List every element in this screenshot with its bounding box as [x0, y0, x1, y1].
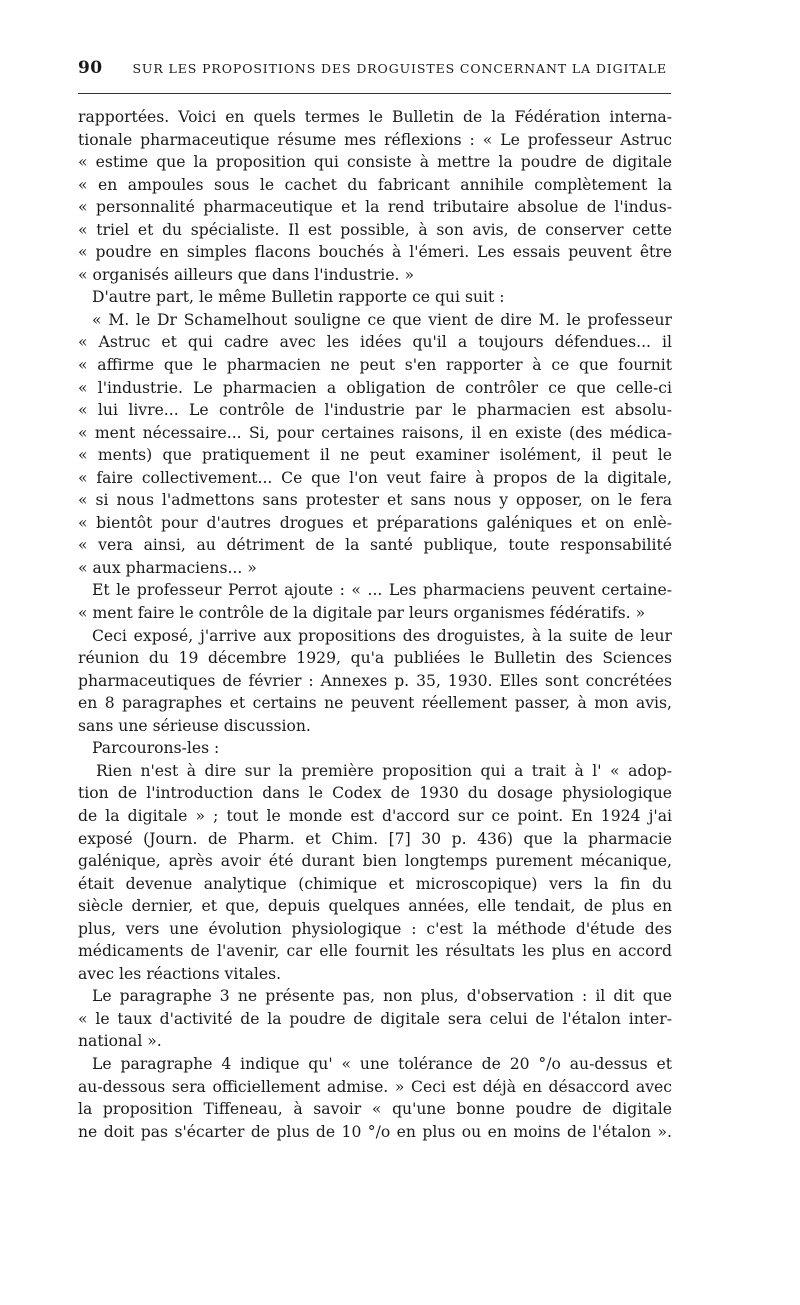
text-line: galénique, après avoir été durant bien longtemps purement mécanique,	[78, 852, 672, 871]
text-line: avec les réactions vitales.	[78, 964, 282, 983]
text-line: national ».	[78, 1032, 162, 1051]
text-line: plus, vers une évolution physiologique : c'est la méthode d'étude des	[78, 919, 672, 938]
text-line: médicaments de l'avenir, car elle fournit les résultats les plus en accord	[78, 942, 672, 961]
text-line: Rien n'est à dire sur la première proposition qui a trait à l' « adop-	[96, 761, 672, 780]
text-line: Parcourons-les :	[92, 739, 220, 758]
header-rule	[78, 93, 671, 94]
text-line: « en ampoules sous le cachet du fabricant annihile complètement la	[78, 175, 672, 194]
text-line: ne doit pas s'écarter de plus de 10 °/o en plus ou en moins de l'étalon ».	[78, 1122, 672, 1141]
text-line: rapportées. Voici en quels termes le Bulletin de la Fédération interna-	[78, 108, 672, 126]
text-line: « ment nécessaire... Si, pour certaines raisons, il en existe (des médica-	[78, 423, 672, 442]
text-line: « le taux d'activité de la poudre de digitale sera celui de l'étalon inter-	[78, 1009, 672, 1028]
text-line: au-dessous sera officiellement admise. » Ceci est déjà en désaccord avec	[78, 1077, 672, 1096]
text-line: « si nous l'admettons sans protester et sans nous y opposer, on le fera	[78, 491, 672, 510]
text-line: « triel et du spécialiste. Il est possible, à son avis, de conserver cette	[78, 220, 672, 239]
text-line: « ments) que pratiquement il ne peut examiner isolément, il peut le	[78, 446, 672, 465]
text-line: de la digitale » ; tout le monde est d'accord sur ce point. En 1924 j'ai	[78, 806, 672, 825]
text-line: « personnalité pharmaceutique et la rend tributaire absolue de l'indus-	[78, 198, 672, 217]
text-line: était devenue analytique (chimique et microscopique) vers la fin du	[78, 874, 672, 893]
text-line: D'autre part, le même Bulletin rapporte ce qui suit :	[92, 288, 505, 307]
text-line: Le paragraphe 4 indique qu' « une tolérance de 20 °/o au-dessus et	[92, 1054, 672, 1073]
page-number: 90	[78, 58, 103, 78]
text-line: siècle dernier, et que, depuis quelques années, elle tendait, de plus en	[78, 897, 672, 916]
page-header	[78, 58, 668, 84]
text-line: « l'industrie. Le pharmacien a obligation de contrôler ce que celle-ci	[78, 378, 672, 397]
text-line: Et le professeur Perrot ajoute : « ... Les pharmaciens peuvent certaine-	[92, 581, 672, 600]
text-line: « faire collectivement... Ce que l'on veut faire à propos de la digitale,	[78, 468, 672, 487]
text-line: « M. le Dr Schamelhout souligne ce que vient de dire M. le professeur	[92, 310, 672, 329]
text-line: sans une sérieuse discussion.	[78, 716, 311, 735]
text-line: exposé (Journ. de Pharm. et Chim. [7] 30 p. 436) que la pharmacie	[78, 829, 672, 848]
text-line: « Astruc et qui cadre avec les idées qu'il a toujours défendues... il	[78, 333, 672, 352]
text-line: « estime que la proposition qui consiste à mettre la poudre de digitale	[78, 153, 672, 172]
text-line: tion de l'introduction dans le Codex de 1930 du dosage physiologique	[78, 784, 672, 803]
text-line: « vera ainsi, au détriment de la santé publique, toute responsabilité	[78, 536, 672, 555]
text-body	[78, 106, 672, 1143]
text-line: réunion du 19 décembre 1929, qu'a publiées le Bulletin des Sciences	[78, 649, 672, 668]
text-line: « poudre en simples flacons bouchés à l'émeri. Les essais peuvent être	[78, 243, 672, 262]
text-line: Ceci exposé, j'arrive aux propositions des droguistes, à la suite de leur	[92, 626, 672, 645]
text-line: « ment faire le contrôle de la digitale par leurs organismes fédératifs. »	[78, 604, 646, 623]
text-line: la proposition Tiffeneau, à savoir « qu'une bonne poudre de digitale	[78, 1100, 672, 1119]
text-line: « bientôt pour d'autres drogues et préparations galéniques et on enlè-	[78, 513, 672, 532]
text-line: en 8 paragraphes et certains ne peuvent réellement passer, à mon avis,	[78, 694, 672, 713]
text-line: pharmaceutiques de février : Annexes p. 35, 1930. Elles sont concrétées	[78, 671, 672, 690]
text-line: « lui livre... Le contrôle de l'industrie par le pharmacien est absolu-	[78, 401, 672, 420]
text-line: tionale pharmaceutique résume mes réflexions : « Le professeur Astruc	[78, 130, 672, 149]
text-line: « aux pharmaciens... »	[78, 558, 257, 577]
text-line: « affirme que le pharmacien ne peut s'en rapporter à ce que fournit	[78, 356, 672, 375]
text-line: Le paragraphe 3 ne présente pas, non plus, d'observation : il dit que	[92, 987, 672, 1006]
text-line: « organisés ailleurs que dans l'industrie. »	[78, 265, 414, 284]
running-title: SUR LES PROPOSITIONS DES DROGUISTES CONCERNANT LA DIGITALE	[132, 61, 668, 76]
